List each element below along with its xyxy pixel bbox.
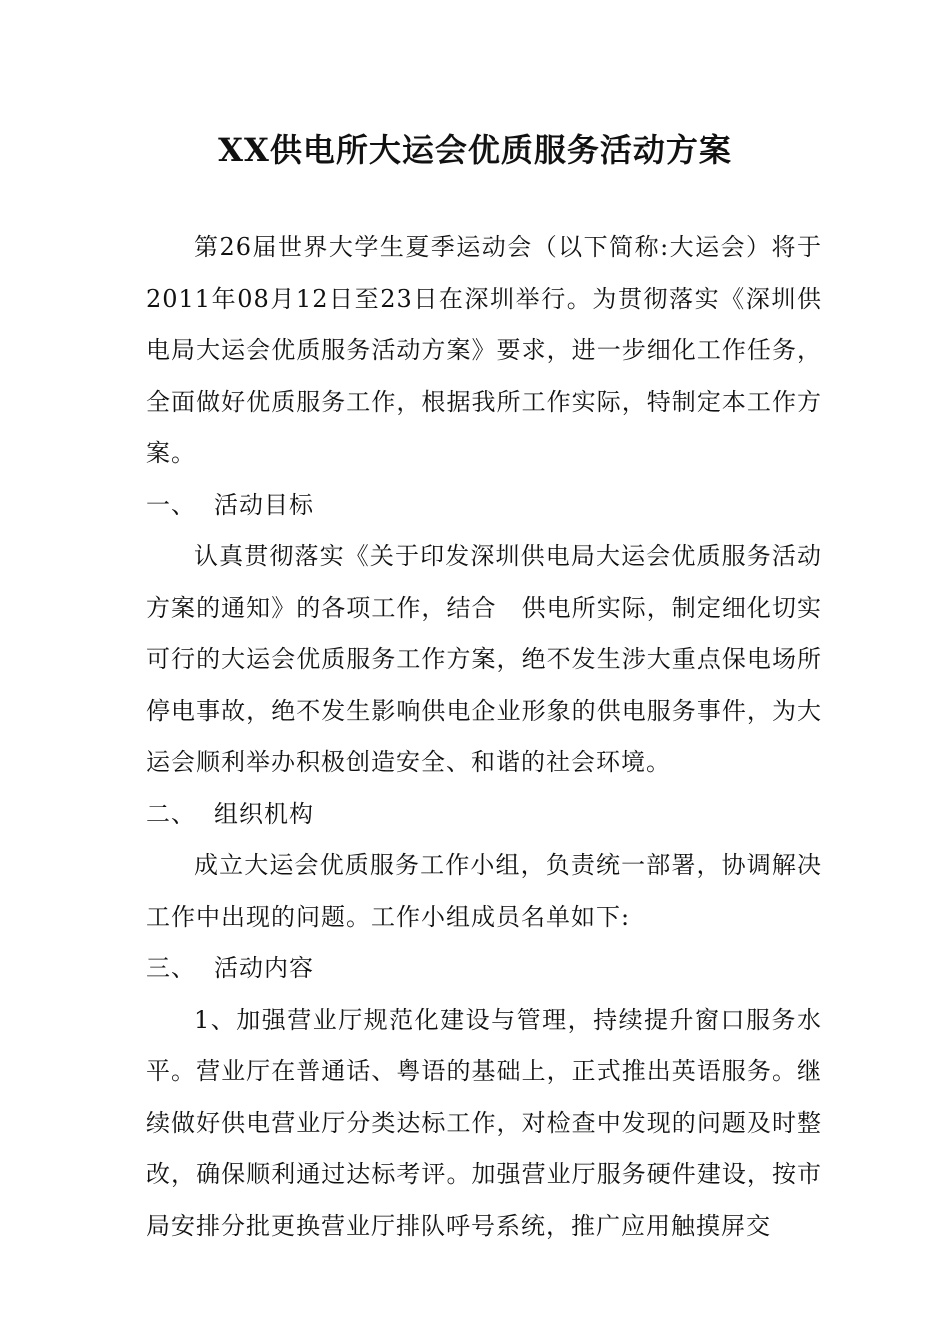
section-heading-text: 组织机构 — [214, 799, 314, 828]
section-paragraph-1: 认真贯彻落实《关于印发深圳供电局大运会优质服务活动方案的通知》的各项工作，结合 供电所实际，制定细化切实可行的大运会优质服务工作方案，绝不发生涉大重点保电场所停电事故，绝不发生影响供电企业形象的供电服务事件，为大运会顺利举办积极创造安全、和谐的社会环境。 — [146, 542, 822, 776]
intro-paragraph: 第26届世界大学生夏季运动会（以下简称:大运会）将于2011年08月12日至23日在深圳举行。为贯彻落实《深圳供电局大运会优质服务活动方案》要求，进一步细化工作任务，全面做好优质服务工作，根据我所工作实际，特制定本工作方案。 — [146, 233, 822, 467]
section-paragraph-3: 1、加强营业厅规范化建设与管理，持续提升窗口服务水平。营业厅在普通话、粤语的基础上，正式推出英语服务。继续做好供电营业厅分类达标工作，对检查中发现的问题及时整改，确保顺利通过达标考评。加强营业厅服务硬件建设，按市局安排分批更换营业厅排队呼号系统，推广应用触摸屏交 — [146, 1005, 822, 1240]
document-body — [146, 222, 822, 1252]
section-number: 三、 — [146, 954, 196, 982]
section-number: 二、 — [146, 799, 196, 828]
section-heading-text: 活动目标 — [214, 490, 314, 519]
section-heading-1 — [146, 480, 822, 532]
document-title: XX供电所大运会优质服务活动方案 — [218, 131, 732, 169]
section-heading-3 — [146, 943, 822, 995]
section-heading-2 — [146, 789, 822, 841]
section-paragraph-2: 成立大运会优质服务工作小组，负责统一部署，协调解决工作中出现的问题。工作小组成员名单如下: — [146, 851, 822, 931]
section-number: 一、 — [146, 490, 196, 519]
section-heading-text: 活动内容 — [214, 954, 314, 982]
